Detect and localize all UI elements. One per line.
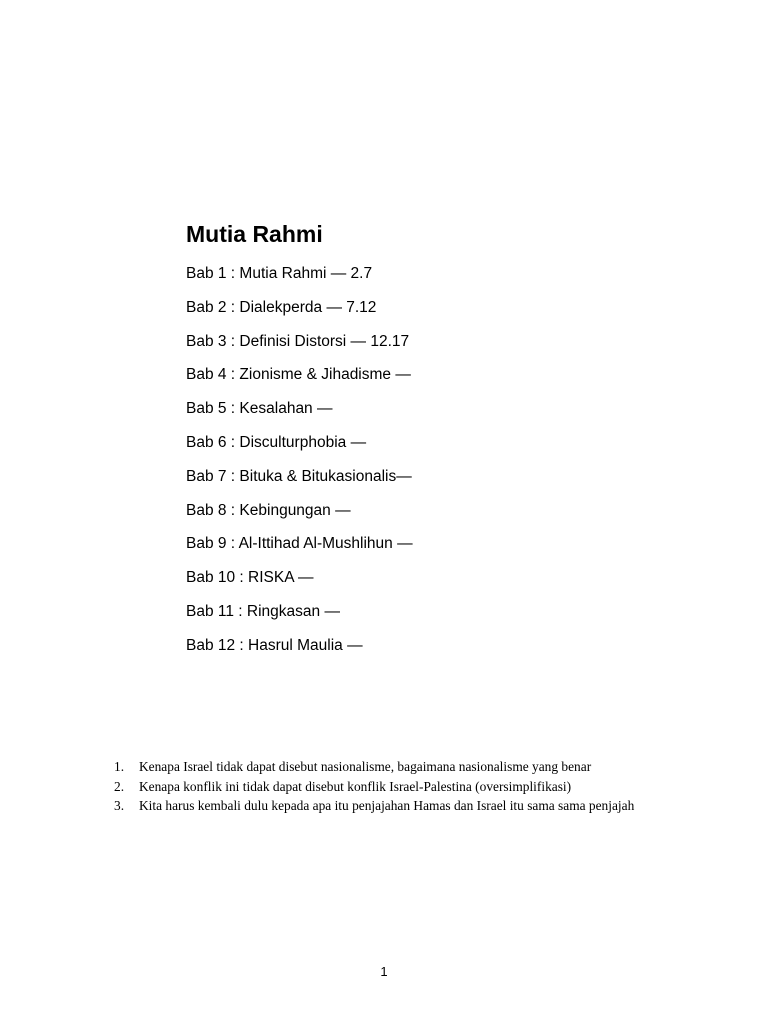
toc-item-bab-3: Bab 3 : Definisi Distorsi — 12.17 bbox=[186, 332, 410, 350]
question-text: Kenapa konflik ini tidak dapat disebut konflik Israel-Palestina (oversimplifikasi) bbox=[139, 778, 572, 794]
question-item-3 bbox=[114, 796, 674, 816]
toc-item-bab-11: Bab 11 : Ringkasan — bbox=[186, 602, 340, 620]
table-of-contents bbox=[186, 262, 413, 668]
page-title: Mutia Rahmi bbox=[186, 221, 323, 247]
toc-item-bab-5: Bab 5 : Kesalahan — bbox=[186, 400, 333, 418]
question-number: 1. bbox=[114, 759, 125, 774]
question-number: 2. bbox=[114, 778, 125, 794]
toc-item-bab-12: Bab 12 : Hasrul Maulia — bbox=[186, 636, 363, 654]
toc-item-bab-4: Bab 4 : Zionisme & Jihadisme — bbox=[186, 366, 411, 384]
toc-item-bab-10: Bab 10 : RISKA — bbox=[186, 569, 314, 587]
question-text: Kenapa Israel tidak dapat disebut nasionalisme, bagaimana nasionalisme yang benar bbox=[139, 759, 592, 774]
toc-item-bab-8: Bab 8 : Kebingungan — bbox=[186, 501, 351, 519]
toc-item-bab-2: Bab 2 : Dialekperda — 7.12 bbox=[186, 298, 377, 316]
toc-item-bab-6: Bab 6 : Disculturphobia — bbox=[186, 433, 367, 451]
toc-item-bab-7: Bab 7 : Bituka & Bitukasionalis— bbox=[186, 467, 412, 485]
question-text: Kita harus kembali dulu kepada apa itu penjajahan Hamas dan Israel itu sama sama penjajah bbox=[139, 798, 635, 813]
question-list bbox=[114, 757, 674, 816]
toc-item-bab-1: Bab 1 : Mutia Rahmi — 2.7 bbox=[186, 265, 373, 282]
question-item-1 bbox=[114, 757, 674, 777]
question-number: 3. bbox=[114, 798, 125, 813]
question-item-2 bbox=[114, 777, 674, 797]
page-number: 1 bbox=[380, 964, 388, 979]
toc-item-bab-9: Bab 9 : Al-Ittihad Al-Mushlihun — bbox=[186, 535, 413, 553]
